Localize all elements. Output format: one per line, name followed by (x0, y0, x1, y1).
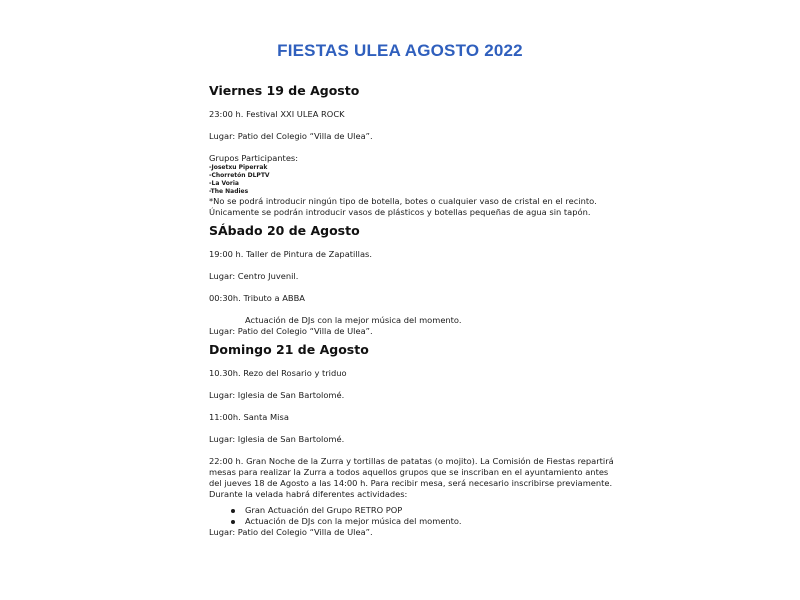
group-item: -La Voria (209, 180, 239, 187)
event-taller-zapatillas: 19:00 h. Taller de Pintura de Zapatillas. (209, 249, 373, 259)
place-centro-juvenil: Lugar: Centro Juvenil. (209, 271, 299, 281)
document-title: FIESTAS ULEA AGOSTO 2022 (277, 41, 523, 60)
event-ulea-rock: 23:00 h. Festival XXI ULEA ROCK (209, 109, 345, 119)
group-item: -Chorretón DLPTV (209, 172, 270, 179)
place-patio-colegio: Lugar: Patio del Colegio “Villa de Ulea”. (209, 527, 373, 537)
event-santa-misa: 11:00h. Santa Misa (209, 412, 289, 422)
day-heading-sabado: SÁbado 20 de Agosto (209, 223, 360, 238)
place-patio-colegio: Lugar: Patio del Colegio “Villa de Ulea”. (209, 326, 373, 336)
day-heading-domingo: Domingo 21 de Agosto (209, 342, 369, 357)
day-heading-viernes: Viernes 19 de Agosto (209, 83, 360, 98)
groups-label: Grupos Participantes: (209, 153, 299, 163)
event-rosario: 10.30h. Rezo del Rosario y triduo (209, 368, 347, 378)
activities-list (209, 505, 629, 527)
document-body (209, 83, 629, 538)
group-item: -The Nadies (209, 188, 249, 195)
event-tributo-abba: 00:30h. Tributo a ABBA (209, 293, 305, 303)
bullet-icon (231, 509, 235, 513)
place-iglesia: Lugar: Iglesia de San Bartolomé. (209, 390, 345, 400)
event-noche-zurra: mesas para realizar la Zurra a todos aquellos grupos que se inscriban en el ayuntamiento antes (209, 467, 609, 477)
groups-list (209, 164, 629, 196)
note-line: *No se podrá introducir ningún tipo de botella, botes o cualquier vaso de cristal en el recinto. (209, 196, 597, 206)
bullet-icon (231, 520, 235, 524)
event-noche-zurra: 22:00 h. Gran Noche de la Zurra y tortillas de patatas (o mojito). La Comisión de Fiestas repartirá (209, 456, 614, 466)
group-item: -Josetxu Piperrak (209, 164, 268, 171)
activity-label: Actuación de DJs con la mejor música del momento. (245, 516, 462, 526)
event-noche-zurra: del jueves 18 de Agosto a las 14:00 h. Para recibir mesa, será necesario inscribirse previamente. (209, 478, 613, 488)
activity-label: Gran Actuación del Grupo RETRO POP (245, 505, 403, 515)
list-item (231, 505, 629, 516)
place-iglesia: Lugar: Iglesia de San Bartolomé. (209, 434, 345, 444)
note-line: Únicamente se podrán introducir vasos de plásticos y botellas pequeñas de agua sin tapón. (209, 207, 591, 217)
event-noche-zurra: Durante la velada habrá diferentes actividades: (209, 489, 408, 499)
list-item (231, 516, 629, 527)
event-dj-detail: Actuación de DJs con la mejor música del momento. (245, 315, 462, 325)
place-patio-colegio: Lugar: Patio del Colegio “Villa de Ulea”. (209, 131, 373, 141)
